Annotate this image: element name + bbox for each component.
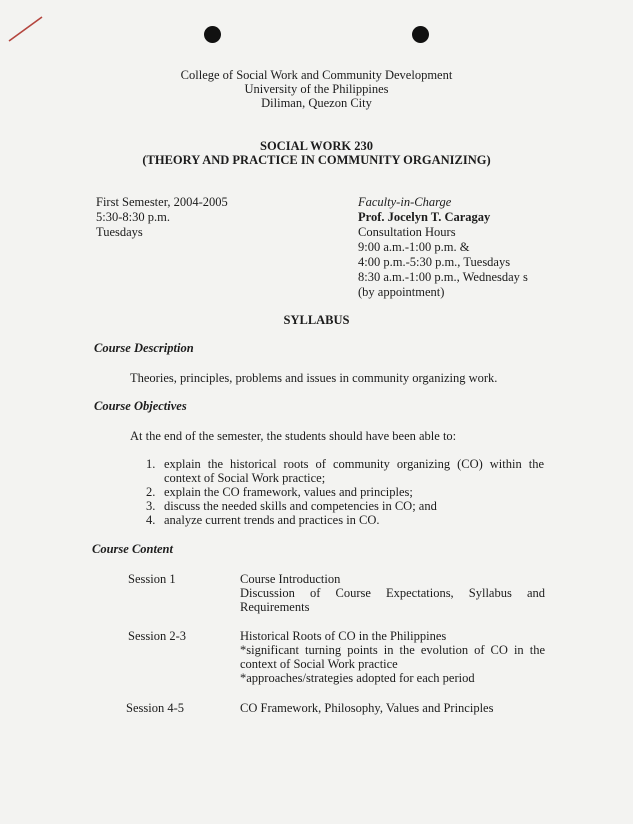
objective-number: 3. <box>146 499 156 513</box>
syllabus-title: SYLLABUS <box>283 313 350 327</box>
session-label: Session 1 <box>128 572 176 586</box>
objective-number: 4. <box>146 513 156 527</box>
objective-text: explain the CO framework, values and principles; <box>164 485 413 499</box>
consultation-hours-1: 9:00 a.m.-1:00 p.m. & <box>358 240 470 254</box>
session-detail: *significant turning points in the evolution of CO in the <box>240 643 545 657</box>
session-label: Session 2-3 <box>128 629 186 643</box>
objective-item-3 <box>146 499 437 514</box>
consultation-hours-3: 8:30 a.m.-1:00 p.m., Wednesday s <box>358 270 528 284</box>
session-detail-cont: *approaches/strategies adopted for each period <box>240 671 475 685</box>
session-detail-cont: Requirements <box>240 600 310 614</box>
objective-text: discuss the needed skills and competencies in CO; and <box>164 499 437 513</box>
objective-item-1-cont: context of Social Work practice; <box>164 471 326 485</box>
objective-item-2 <box>146 485 413 500</box>
objective-number: 2. <box>146 485 156 499</box>
objectives-intro: At the end of the semester, the students should have been able to: <box>130 429 457 443</box>
college-name: College of Social Work and Community Development <box>180 68 453 82</box>
semester: First Semester, 2004-2005 <box>96 195 228 209</box>
binder-hole-right <box>412 26 429 43</box>
description-text: Theories, principles, problems and issues in community organizing work. <box>130 371 498 385</box>
session-topic: Historical Roots of CO in the Philippines <box>240 629 447 643</box>
class-day: Tuesdays <box>96 225 143 239</box>
objective-text: explain the historical roots of community organizing (CO) within the <box>164 457 544 471</box>
session-topic: Course Introduction <box>240 572 341 586</box>
objective-text: analyze current trends and practices in CO. <box>164 513 380 527</box>
binder-hole-left <box>204 26 221 43</box>
objective-number: 1. <box>146 457 156 471</box>
objective-item-4 <box>146 513 380 528</box>
faculty-label: Faculty-in-Charge <box>358 195 452 209</box>
objective-item-1 <box>146 457 546 472</box>
content-heading: Course Content <box>92 542 173 556</box>
course-code: SOCIAL WORK 230 <box>260 139 373 153</box>
faculty-name: Prof. Jocelyn T. Caragay <box>358 210 491 224</box>
session-detail-cont: context of Social Work practice <box>240 657 398 671</box>
university-name: University of the Philippines <box>244 82 389 96</box>
description-heading: Course Description <box>94 341 194 355</box>
consultation-hours-4: (by appointment) <box>358 285 445 299</box>
pen-mark-decoration <box>6 14 46 44</box>
session-detail: Discussion of Course Expectations, Syllabus and <box>240 586 545 600</box>
consultation-label: Consultation Hours <box>358 225 456 239</box>
session-label: Session 4-5 <box>126 701 184 715</box>
location: Diliman, Quezon City <box>261 96 372 110</box>
course-title: (THEORY AND PRACTICE IN COMMUNITY ORGANIZING) <box>142 153 491 167</box>
consultation-hours-2: 4:00 p.m.-5:30 p.m., Tuesdays <box>358 255 511 269</box>
objectives-heading: Course Objectives <box>94 399 187 413</box>
class-time: 5:30-8:30 p.m. <box>96 210 170 224</box>
session-topic: CO Framework, Philosophy, Values and Principles <box>240 701 494 715</box>
